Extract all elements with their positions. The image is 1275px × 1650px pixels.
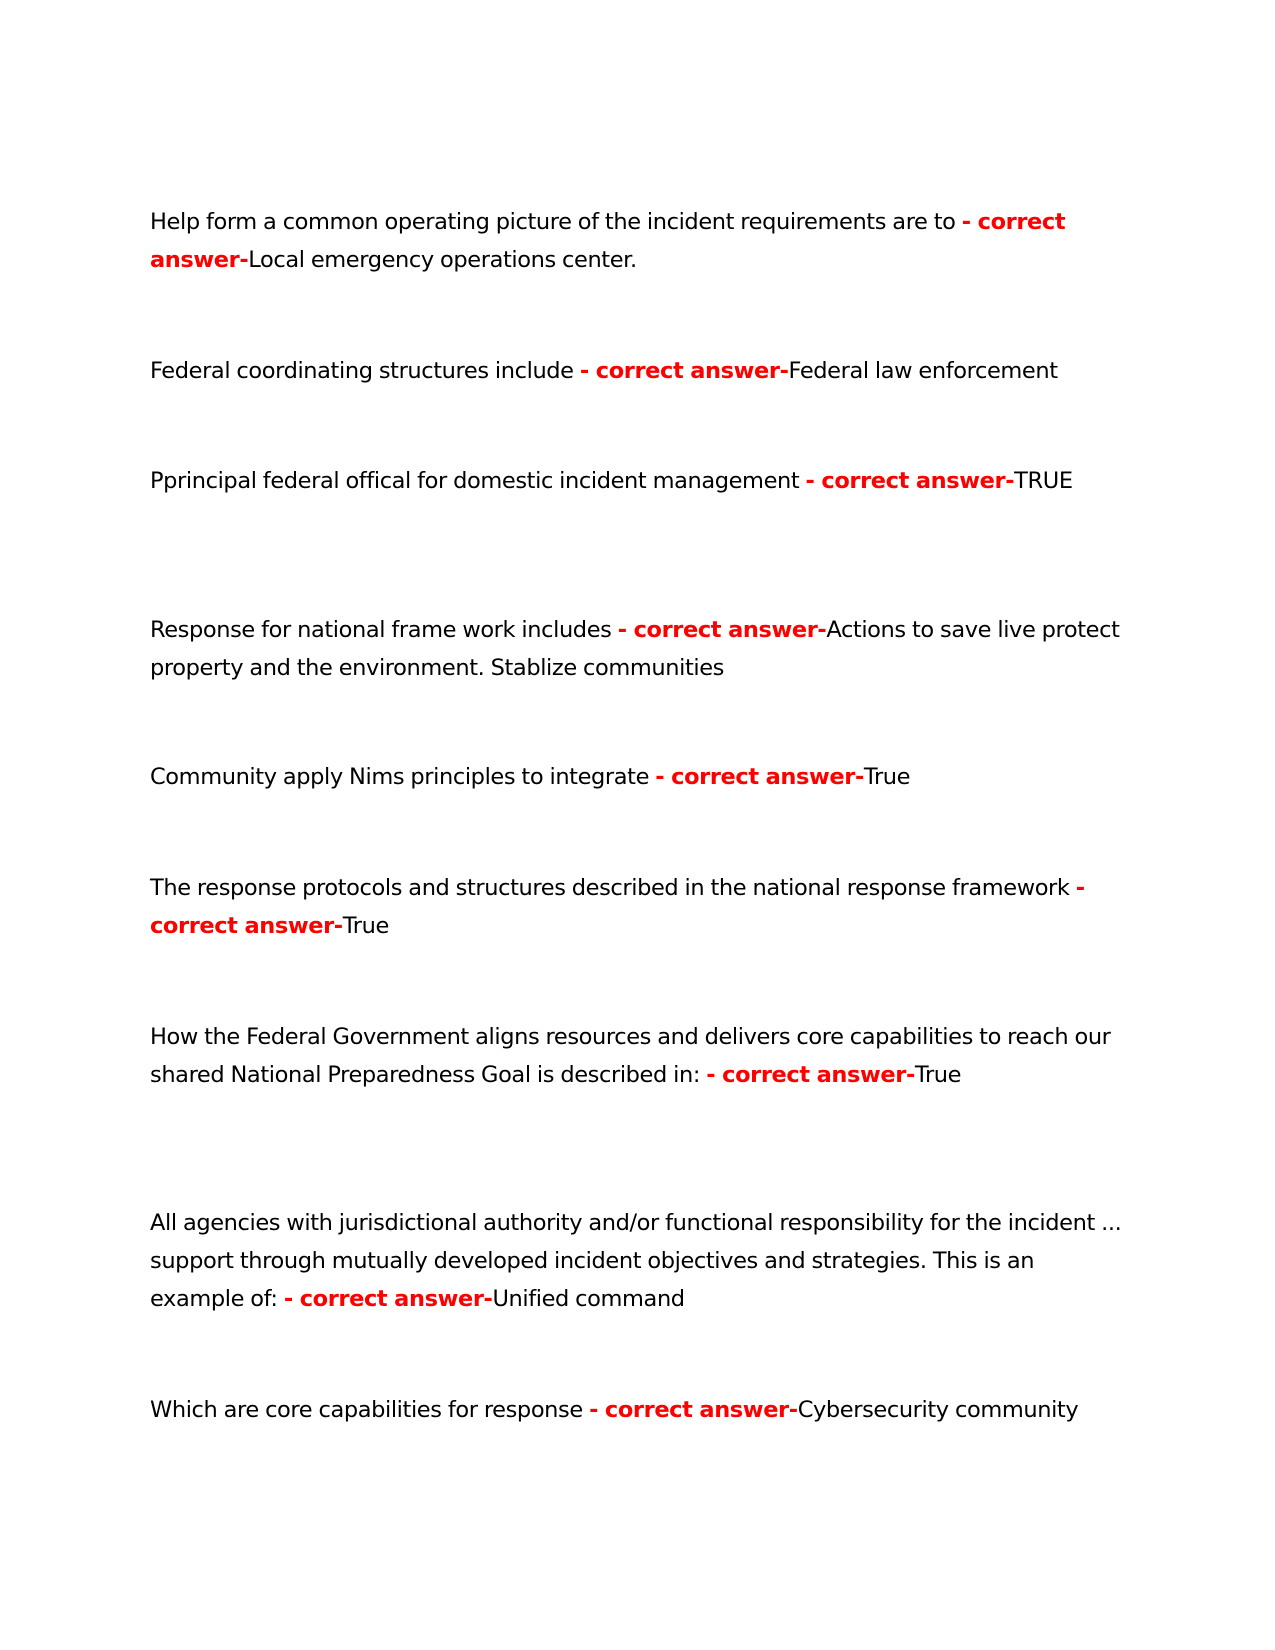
question-text: Help form a common operating picture of the incident requirements are to bbox=[150, 209, 962, 235]
answer-text: Actions to save live protect property and the environment. Stablize communities bbox=[150, 617, 1120, 681]
answer-text: Federal law enforcement bbox=[788, 358, 1058, 384]
question-text: All agencies with jurisdictional authority and/or functional responsibility for the incident ... support through mutually developed incident objectives and strategies. This is an example of: bbox=[150, 1210, 1122, 1312]
qa-item bbox=[150, 462, 1125, 500]
correct-answer-marker: - correct answer- bbox=[150, 209, 1066, 273]
correct-answer-marker: - correct answer- bbox=[805, 468, 1015, 494]
answer-text: Cybersecurity community bbox=[797, 1397, 1079, 1423]
question-text: Community apply Nims principles to integrate bbox=[150, 764, 656, 790]
qa-item bbox=[150, 1018, 1125, 1094]
correct-answer-marker: - correct answer- bbox=[655, 764, 864, 790]
correct-answer-marker: - correct answer- bbox=[150, 875, 1085, 939]
answer-text: Local emergency operations center. bbox=[248, 247, 637, 273]
question-text: Which are core capabilities for response bbox=[150, 1397, 590, 1423]
question-text: Federal coordinating structures include bbox=[150, 358, 580, 384]
qa-item bbox=[150, 1204, 1125, 1318]
question-text: Pprincipal federal offical for domestic incident management bbox=[150, 468, 806, 494]
correct-answer-marker: - correct answer- bbox=[617, 617, 827, 643]
correct-answer-marker: - correct answer- bbox=[283, 1286, 493, 1312]
correct-answer-marker: - correct answer- bbox=[706, 1062, 915, 1088]
answer-text: True bbox=[342, 913, 389, 939]
answer-text: TRUE bbox=[1014, 468, 1073, 494]
answer-text: Unified command bbox=[492, 1286, 685, 1312]
correct-answer-marker: - correct answer- bbox=[589, 1397, 798, 1423]
answer-text: True bbox=[914, 1062, 962, 1088]
qa-item bbox=[150, 203, 1125, 279]
qa-item bbox=[150, 611, 1125, 687]
question-text: Response for national frame work includes bbox=[150, 617, 618, 643]
correct-answer-marker: - correct answer- bbox=[579, 358, 789, 384]
question-text: How the Federal Government aligns resources and delivers core capabilities to reach our shared National Preparedness Goal is described in: bbox=[150, 1024, 1111, 1088]
qa-item bbox=[150, 352, 1125, 390]
qa-item bbox=[150, 758, 1125, 796]
answer-text: True bbox=[863, 764, 911, 790]
question-text: The response protocols and structures described in the national response framework bbox=[150, 875, 1076, 901]
qa-item bbox=[150, 1391, 1125, 1429]
qa-item bbox=[150, 869, 1125, 945]
